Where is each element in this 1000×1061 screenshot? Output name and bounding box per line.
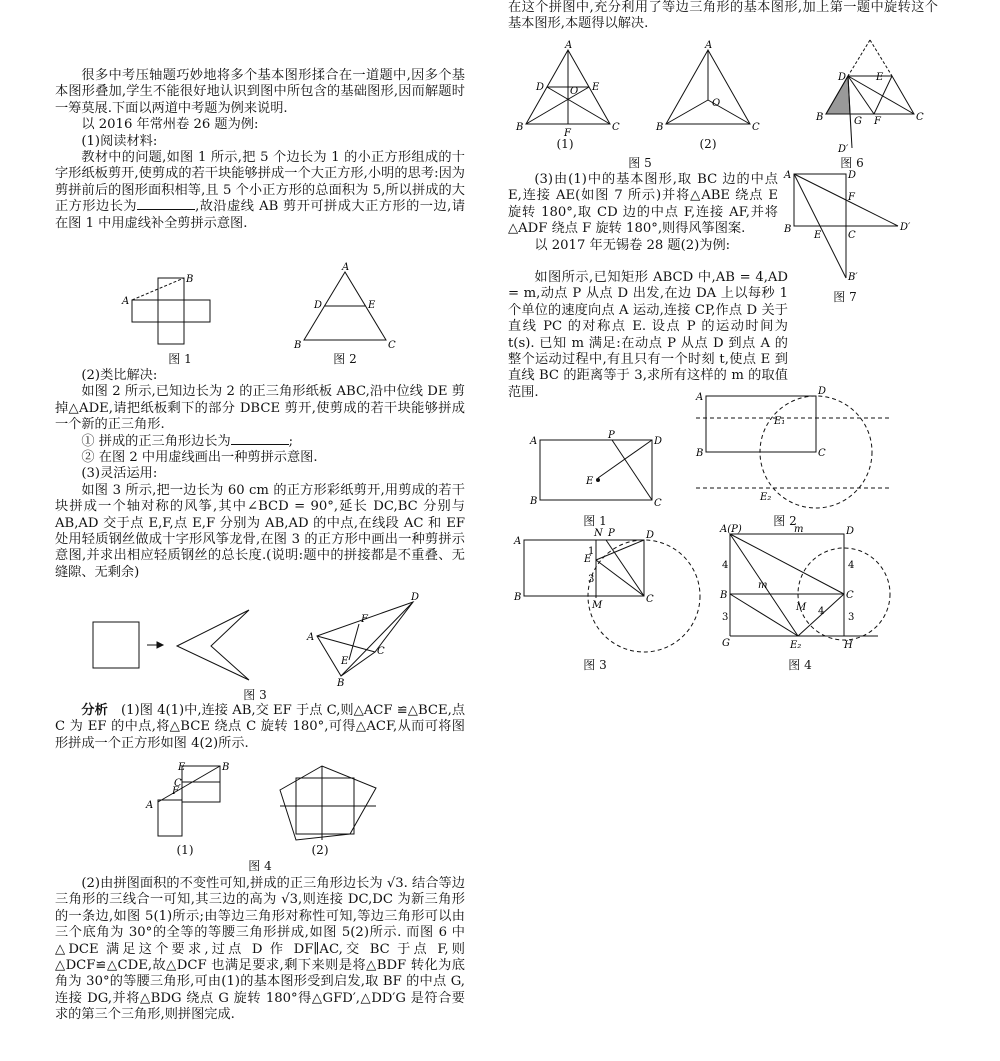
svg-text:B: B xyxy=(337,678,345,689)
intro-paragraph: 很多中考压轴题巧妙地将多个基本图形揉合在一道题中,因多个基本图形叠加,学生不能很好地认识到图中所包含的基础图形,因而解题时一筹莫展.下面以两道中考题为例来说明. xyxy=(55,68,465,116)
figure-3-kite xyxy=(85,592,425,689)
svg-text:4: 4 xyxy=(848,560,855,571)
svg-text:F: F xyxy=(361,614,368,625)
svg-text:A: A xyxy=(146,800,154,811)
svg-text:M: M xyxy=(592,600,603,611)
right-column xyxy=(508,0,938,33)
analysis-paragraph xyxy=(55,703,465,752)
svg-text:B: B xyxy=(514,592,522,603)
svg-text:E₂: E₂ xyxy=(760,492,772,503)
fig4-caption: 图 4 xyxy=(248,859,272,873)
fig4-sub1: (1) xyxy=(176,843,194,857)
figure-6 xyxy=(812,34,922,156)
svg-text:A: A xyxy=(307,632,315,643)
fig5-sub2: (2) xyxy=(699,137,717,151)
svg-text:B: B xyxy=(294,340,302,351)
svg-text:C: C xyxy=(818,448,826,459)
wuxi-problem: 如图所示,已知矩形 ABCD 中,AB = 4,AD = m,动点 P 从点 D 出发,在边 DA 上以每秒 1 个单位的速度向点 A 运动,连接 CP,作点 D 关于直线 PC 的对称点 E. 设点 P 的运动时间为 t(s). 已知 m 满足:在动点 P 从点 D 到点 A 的整个运动过程中,有且只有一个时刻 t,使点 E 到直线 BC 的距离等于 3,求所有这样的 m 的取值范围. xyxy=(508,270,788,400)
q1-title: (1)阅读材料: xyxy=(81,133,158,149)
q2-text: 如图 2 所示,已知边长为 2 的正三角形纸板 ABC,沿中位线 DE 剪掉△ADE,请把纸板剩下的部分 DBCE 剪开,使剪成的若干块能够拼成一个新的正三角形. xyxy=(55,384,465,433)
svg-text:D′: D′ xyxy=(900,222,911,233)
right-column-a3 xyxy=(508,172,778,254)
svg-text:A: A xyxy=(784,170,792,181)
svg-text:B: B xyxy=(656,122,664,133)
figb4-caption: 图 4 xyxy=(788,658,812,672)
svg-text:B: B xyxy=(186,274,194,285)
q2-title: (2)类比解决: xyxy=(81,368,158,383)
svg-text:A: A xyxy=(530,436,538,447)
svg-text:B: B xyxy=(516,122,524,133)
left-column-a2 xyxy=(55,876,465,1024)
svg-text:D: D xyxy=(411,592,420,603)
figure-b3 xyxy=(512,528,702,658)
svg-text:3: 3 xyxy=(722,612,729,623)
figb3-caption: 图 3 xyxy=(583,658,607,672)
svg-text:A: A xyxy=(565,40,573,51)
svg-text:4: 4 xyxy=(818,606,825,617)
q2-sub2: ② 在图 2 中用虚线画出一种剪拼示意图. xyxy=(81,450,318,466)
svg-text:D: D xyxy=(846,526,855,537)
left-column-q2 xyxy=(55,368,465,581)
svg-text:B: B xyxy=(696,448,704,459)
svg-text:A: A xyxy=(514,536,522,547)
svg-text:C: C xyxy=(916,112,924,123)
fig4-sub2: (2) xyxy=(311,843,329,857)
left-column xyxy=(55,68,465,232)
svg-text:P: P xyxy=(608,430,615,441)
q1-blank xyxy=(137,199,195,210)
svg-text:B: B xyxy=(784,224,792,235)
svg-text:O: O xyxy=(570,86,579,97)
svg-text:m: m xyxy=(758,580,768,591)
svg-text:A: A xyxy=(342,262,350,273)
svg-text:1: 1 xyxy=(588,546,595,557)
q1-text xyxy=(55,150,465,232)
fig5-sub1: (1) xyxy=(556,137,574,151)
svg-text:E: E xyxy=(814,230,822,241)
svg-text:D: D xyxy=(646,530,655,541)
q3-title: (3)灵活运用: xyxy=(81,466,158,482)
svg-text:4: 4 xyxy=(722,560,729,571)
svg-text:D: D xyxy=(314,300,323,311)
svg-text:m: m xyxy=(794,524,804,535)
svg-text:A: A xyxy=(705,40,713,51)
svg-text:M: M xyxy=(796,602,807,613)
svg-text:D: D xyxy=(838,72,847,83)
svg-text:B: B xyxy=(816,112,824,123)
q2-sub1 xyxy=(55,434,465,450)
svg-text:C: C xyxy=(654,498,662,509)
svg-text:B: B xyxy=(222,762,230,773)
svg-text:F: F xyxy=(874,116,881,127)
svg-text:C: C xyxy=(848,230,856,241)
svg-text:D: D xyxy=(536,82,545,93)
fig7-caption: 图 7 xyxy=(833,290,857,304)
figure-4 xyxy=(140,760,440,850)
fig1-caption: 图 1 xyxy=(168,352,192,366)
example2-heading: 以 2017 年无锡卷 28 题(2)为例: xyxy=(534,237,731,253)
right-top-paragraph: 在这个拼图中,充分利用了等边三角形的基本图形,加上第一题中旋转这个基本图形,本题得以解决. xyxy=(508,0,938,32)
svg-text:C: C xyxy=(646,594,654,605)
svg-text:F: F xyxy=(172,786,179,797)
q1-text-b: ,故沿虚线 AB 剪开可拼成大正方形的一边,请在图 1 中用虚线补全剪拼示意图. xyxy=(55,199,466,231)
analysis-3-paragraph: (3)由(1)中的基本图形,取 BC 边的中点 E,连接 AE(如图 7 所示)并将△ABE 绕点 E 旋转 180°,取 CD 边的中点 F,连接 AF,并将△ADF 绕点 F 旋转 180°,则得风筝图案. xyxy=(508,172,778,237)
svg-text:E: E xyxy=(584,554,592,565)
svg-text:B: B xyxy=(530,496,538,507)
example1-heading: 以 2016 年常州卷 26 题为例: xyxy=(81,117,259,133)
svg-text:G: G xyxy=(854,116,862,127)
svg-text:C: C xyxy=(174,778,182,789)
figure-b4 xyxy=(718,526,898,654)
svg-text:E: E xyxy=(341,656,349,667)
svg-text:E: E xyxy=(592,82,600,93)
analysis-2-paragraph: (2)由拼图面积的不变性可知,拼成的正三角形边长为 √3. 结合等边三角形的三线合一可知,其三边的高为 √3,则连接 DC,DC 为新三角形的一条边,如图 5(1)所示;由等边三角形对称性可知,等边三角形可以由三个底角为 30°的全等的等腰三角形拼成,如图 5(2)所示. 而图 6 中△DCE 满足这个要求,过点 D 作 DF∥AC,交 BC 于点 F,则△DCF≌△CDE,故△DCF 也满足要求,剩下来则是将△BDF 转化为底角为 30°的等腰三角形,可由(1)的基本图形受到启发,取 BF 的中点 G,连接 DG,并将△BDG 绕点 G 旋转 180°得△GFD′,△DD′G 是符合要求的第三个三角形,则拼图完成. xyxy=(55,876,465,1023)
left-column-analysis xyxy=(55,703,465,752)
svg-text:C: C xyxy=(846,590,854,601)
figure-b1 xyxy=(528,430,668,514)
svg-text:A: A xyxy=(122,296,130,307)
figure-1-cross xyxy=(120,272,230,352)
figure-2-triangle xyxy=(290,264,400,350)
svg-text:E₁: E₁ xyxy=(774,416,786,427)
q1-text-a: 教材中的问题,如图 1 所示,把 5 个边长为 1 的小正方形组成的十字形纸板剪开,使剪成的若干块能够拼成一个大正方形,小明的思考:因为剪拼前后的图形面积相等,且 5 个小正方形的总面积为 5,所以拼成的大正方形边长为 xyxy=(55,150,465,215)
svg-text:E: E xyxy=(368,300,376,311)
q2-blank xyxy=(231,434,289,445)
svg-text:C: C xyxy=(752,122,760,133)
svg-text:O: O xyxy=(712,98,721,109)
svg-text:D: D xyxy=(654,436,663,447)
fig2-caption: 图 2 xyxy=(333,352,357,366)
svg-text:D: D xyxy=(848,170,857,181)
svg-text:A(P): A(P) xyxy=(720,524,742,535)
fig5-caption: 图 5 xyxy=(628,156,652,170)
fig6-caption: 图 6 xyxy=(840,156,864,170)
svg-text:F: F xyxy=(848,192,855,203)
svg-text:B: B xyxy=(720,590,728,601)
figb2-caption: 图 2 xyxy=(773,514,797,528)
svg-text:C: C xyxy=(388,340,396,351)
svg-text:C: C xyxy=(612,122,620,133)
svg-text:E: E xyxy=(876,72,884,83)
svg-text:A: A xyxy=(696,392,704,403)
svg-text:C: C xyxy=(377,646,385,657)
svg-text:D: D xyxy=(818,386,827,397)
svg-text:P: P xyxy=(608,528,615,539)
svg-text:N: N xyxy=(594,528,603,539)
analysis-text: (1)图 4(1)中,连接 AB,交 EF 于点 C,则△ACF ≌△BCE,点 C 为 EF 的中点,将△BCE 绕点 C 旋转 180°,可得△ACF,从而可将图形拼成一个正方形如图 4(2)所示. xyxy=(55,703,466,751)
svg-text:G: G xyxy=(722,638,730,649)
svg-text:F: F xyxy=(564,128,571,139)
analysis-label: 分析 xyxy=(81,703,108,718)
q3-text: 如图 3 所示,把一边长为 60 cm 的正方形彩纸剪开,用剪成的若干块拼成一个轴对称的风筝,其中∠BCD = 90°,延长 DC,BC 分别与 AB,AD 交于点 E,F,点 E,F 分别为 AB,AD 的中点,在线段 AC 和 EF 处用轻质钢丝做成十字形风筝龙骨,在图 3 的正方形中画出一种剪拼示意图,并求出相应轻质钢丝的总长度.(说明:题中的拼接都是不重叠、无缝隙、无剩余) xyxy=(55,482,465,580)
svg-text:3: 3 xyxy=(848,612,855,623)
right-column-wx xyxy=(508,270,938,401)
figb1-caption: 图 1 xyxy=(583,514,607,528)
fig3-caption: 图 3 xyxy=(243,688,267,702)
svg-text:H: H xyxy=(844,640,853,651)
figure-b2 xyxy=(688,388,898,508)
q2-sub1-text: ① 拼成的正三角形边长为 xyxy=(81,433,231,449)
svg-text:D′: D′ xyxy=(838,144,849,155)
q2-sub1-end: ; xyxy=(288,433,294,449)
svg-text:E: E xyxy=(178,762,186,773)
svg-text:3: 3 xyxy=(588,574,595,585)
svg-text:E: E xyxy=(586,476,594,487)
svg-text:B′: B′ xyxy=(848,272,858,283)
figure-5 xyxy=(512,40,762,144)
svg-text:E₂: E₂ xyxy=(790,640,802,651)
